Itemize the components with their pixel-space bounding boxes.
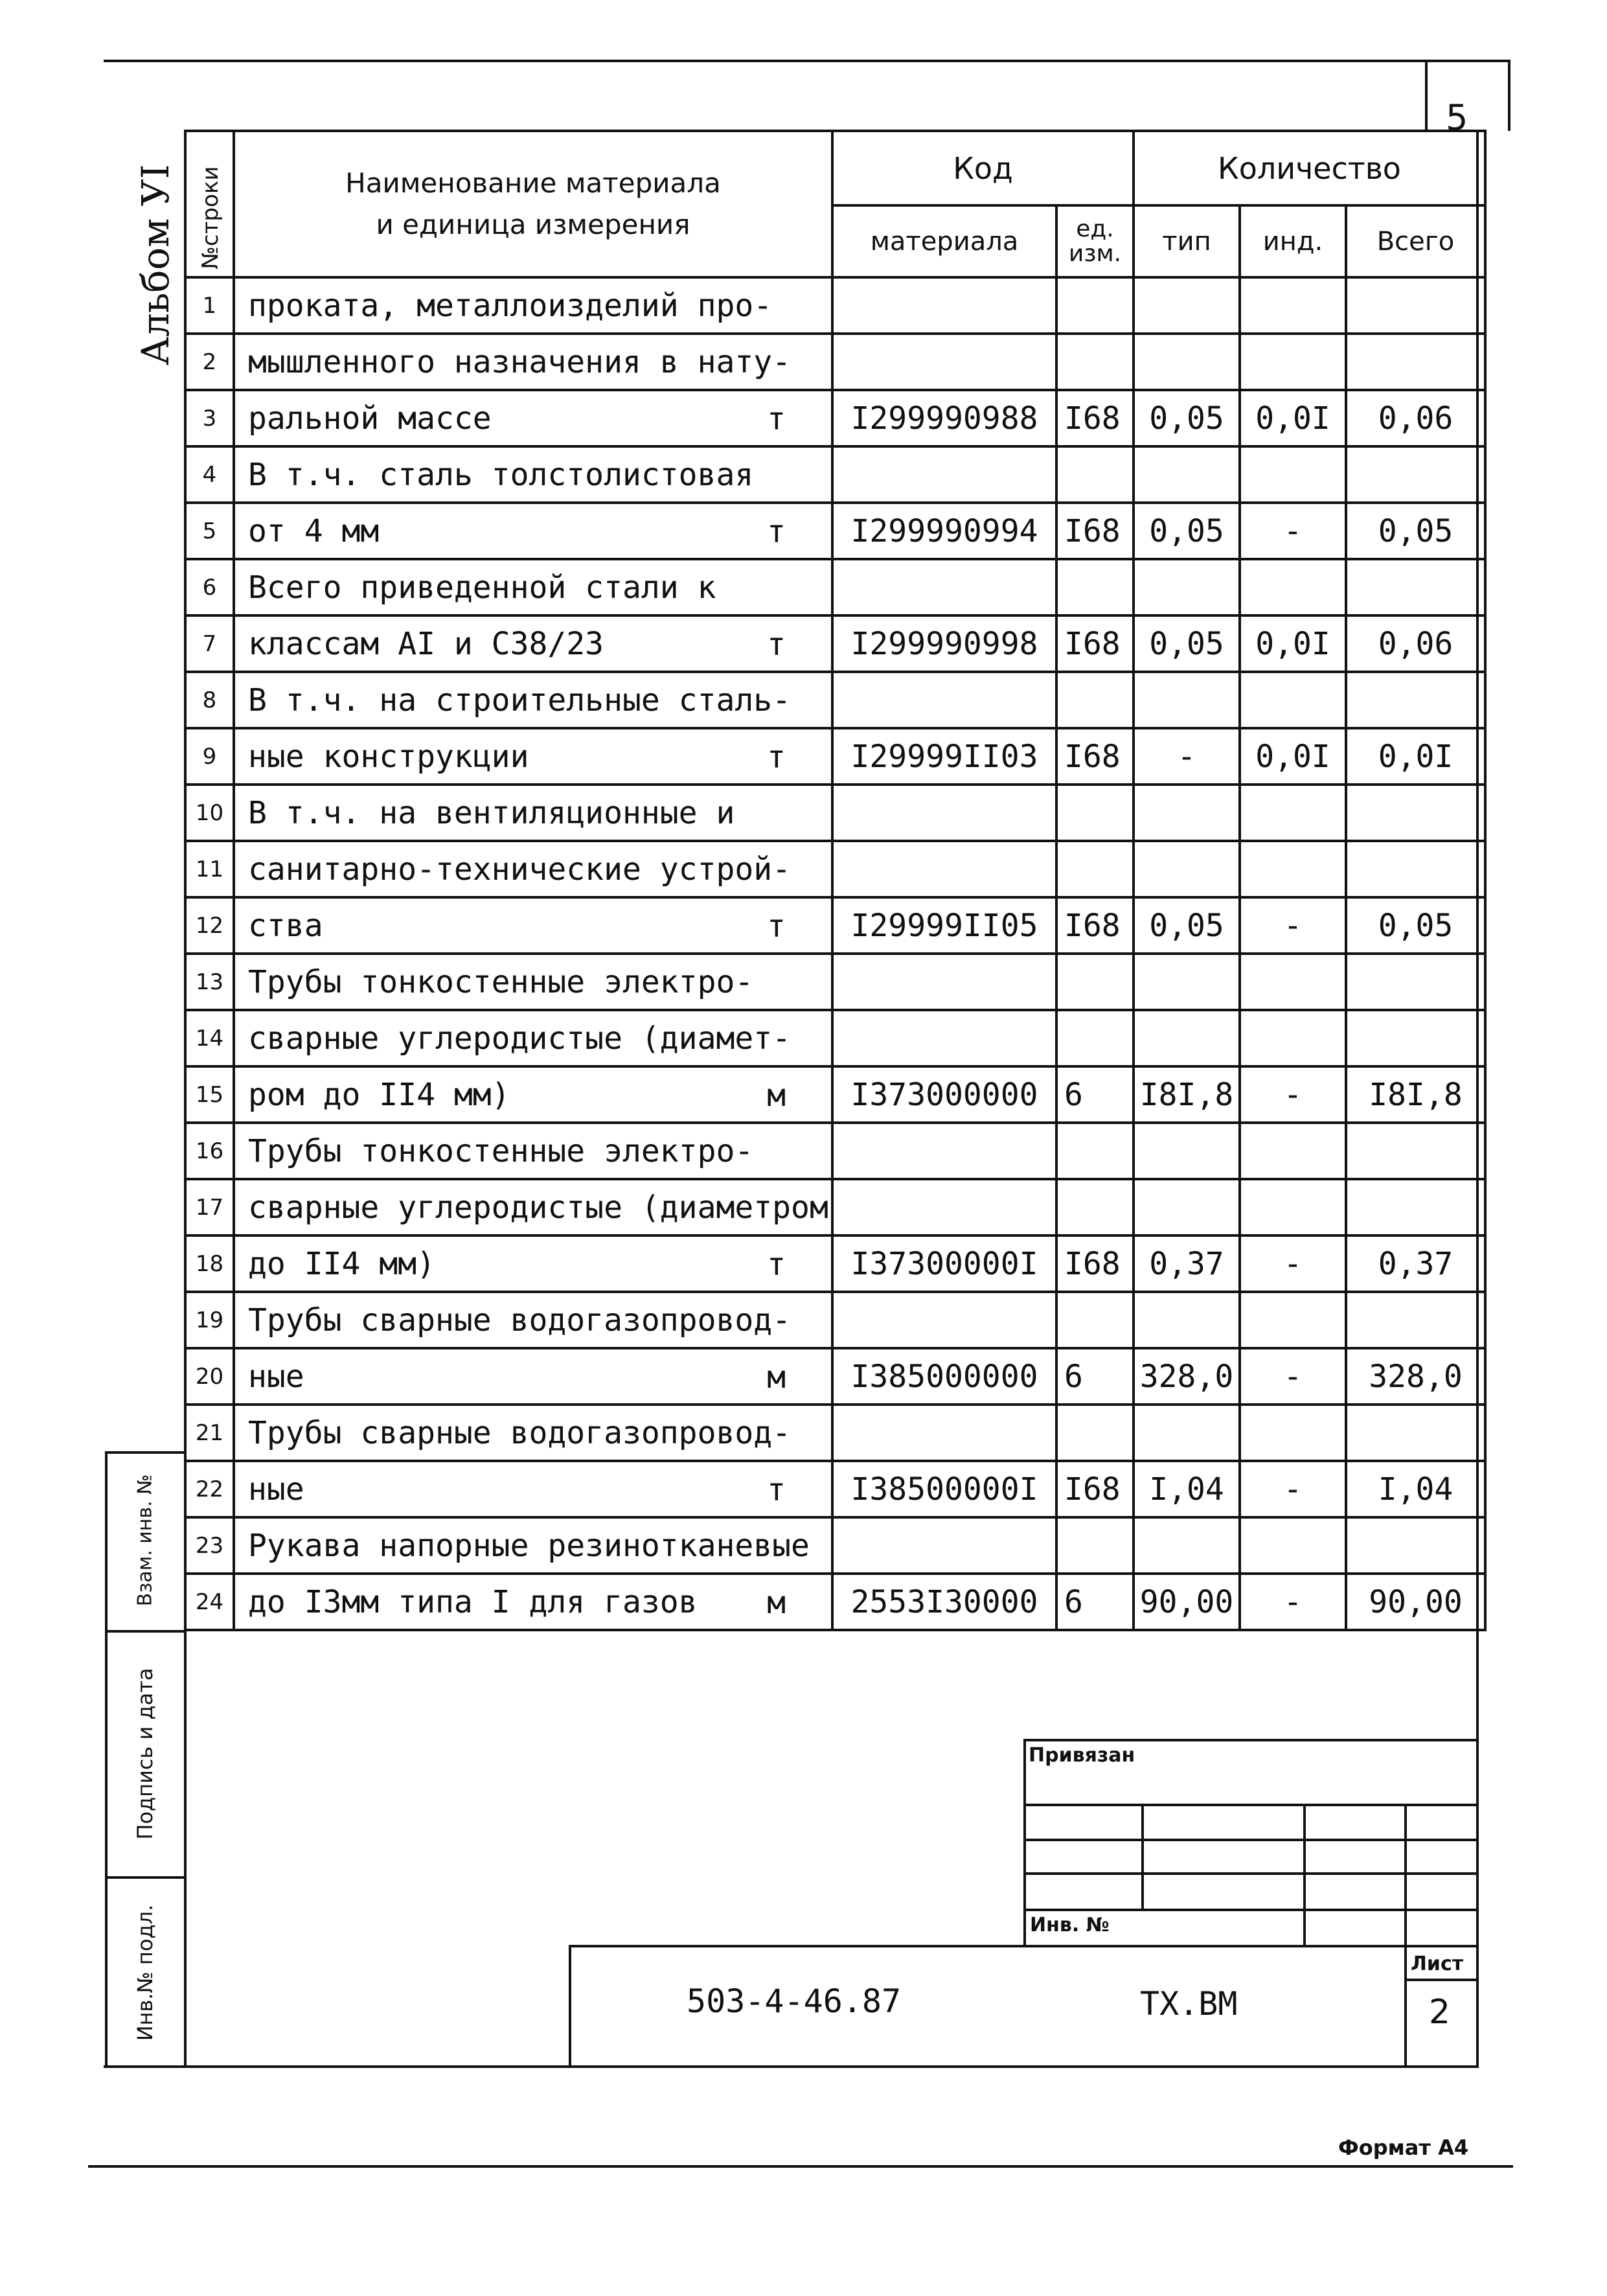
table-row bbox=[185, 1179, 1485, 1235]
header-quantity: Количество bbox=[1134, 131, 1485, 205]
qty-ind bbox=[1240, 1010, 1346, 1066]
table-row bbox=[185, 390, 1485, 446]
qty-total: 0,06 bbox=[1346, 615, 1485, 672]
table-row bbox=[185, 1405, 1485, 1461]
qty-type: - bbox=[1134, 728, 1240, 785]
unit-letter: т bbox=[767, 514, 786, 550]
material-code bbox=[832, 334, 1056, 390]
material-name-text: ства bbox=[248, 907, 323, 944]
material-code bbox=[832, 1405, 1056, 1461]
side-strip-left-line bbox=[105, 1451, 108, 2067]
qty-total bbox=[1346, 841, 1485, 897]
side-label-podpis: Подпись и дата bbox=[133, 1668, 157, 1840]
unit-letter: т bbox=[767, 401, 786, 437]
table-row bbox=[185, 785, 1485, 841]
qty-ind: 0,0I bbox=[1240, 615, 1346, 672]
table-row bbox=[185, 841, 1485, 897]
material-code bbox=[832, 446, 1056, 503]
row-number: 10 bbox=[185, 785, 234, 841]
table-row bbox=[185, 446, 1485, 503]
material-code: I299990998 bbox=[832, 615, 1056, 672]
qty-type: I8I,8 bbox=[1134, 1066, 1240, 1123]
sheet-label: Лист bbox=[1411, 1953, 1464, 1975]
qty-total bbox=[1346, 785, 1485, 841]
unit-code bbox=[1056, 954, 1134, 1010]
stamp-col-line-3 bbox=[1404, 1804, 1407, 1946]
format-label: Формат А4 bbox=[1338, 2135, 1469, 2160]
table-row bbox=[185, 1517, 1485, 1574]
title-block-top-line bbox=[569, 1945, 1479, 1947]
material-code: I299990994 bbox=[832, 503, 1056, 559]
table-row bbox=[185, 897, 1485, 954]
material-name bbox=[234, 1348, 832, 1405]
sheet-box-left-line bbox=[1404, 1945, 1407, 2067]
material-name bbox=[234, 1292, 832, 1348]
header-name bbox=[234, 131, 832, 277]
unit-code bbox=[1056, 446, 1134, 503]
table-row bbox=[185, 954, 1485, 1010]
material-name bbox=[234, 390, 832, 446]
qty-type bbox=[1134, 1405, 1240, 1461]
row-number: 16 bbox=[185, 1123, 234, 1179]
doc-number: 503-4-46.87 bbox=[687, 1982, 902, 2020]
qty-ind bbox=[1240, 1123, 1346, 1179]
stamp-grid-line-1 bbox=[1023, 1804, 1479, 1806]
material-name-text: ные bbox=[248, 1471, 304, 1508]
qty-type bbox=[1134, 1123, 1240, 1179]
material-name bbox=[234, 1010, 832, 1066]
header-ind: инд. bbox=[1240, 205, 1346, 277]
unit-code: 6 bbox=[1056, 1066, 1134, 1123]
unit-code bbox=[1056, 1179, 1134, 1235]
unit-code bbox=[1056, 672, 1134, 728]
material-code bbox=[832, 1517, 1056, 1574]
row-number: 2 bbox=[185, 334, 234, 390]
material-name-text: ные bbox=[248, 1358, 304, 1395]
material-code: I38500000I bbox=[832, 1461, 1056, 1517]
side-label-inv-podl: Инв.№ подл. bbox=[133, 1904, 157, 2041]
row-number: 19 bbox=[185, 1292, 234, 1348]
qty-total bbox=[1346, 1292, 1485, 1348]
qty-total: 0,05 bbox=[1346, 897, 1485, 954]
doc-code: ТХ.ВМ bbox=[1140, 1985, 1238, 2023]
qty-type bbox=[1134, 672, 1240, 728]
top-border-line bbox=[104, 60, 1510, 62]
qty-ind bbox=[1240, 785, 1346, 841]
table-row bbox=[185, 1066, 1485, 1123]
qty-ind bbox=[1240, 334, 1346, 390]
unit-code: I68 bbox=[1056, 1461, 1134, 1517]
unit-code bbox=[1056, 841, 1134, 897]
unit-code bbox=[1056, 1123, 1134, 1179]
row-number: 15 bbox=[185, 1066, 234, 1123]
unit-letter: т bbox=[767, 1246, 786, 1283]
qty-type: 0,37 bbox=[1134, 1235, 1240, 1292]
table-row bbox=[185, 1123, 1485, 1179]
row-number: 21 bbox=[185, 1405, 234, 1461]
row-number: 9 bbox=[185, 728, 234, 785]
row-number: 5 bbox=[185, 503, 234, 559]
unit-code: 6 bbox=[1056, 1348, 1134, 1405]
qty-type: 328,0 bbox=[1134, 1348, 1240, 1405]
stamp-col-line-2 bbox=[1303, 1804, 1306, 1946]
material-name bbox=[234, 615, 832, 672]
unit-letter: т bbox=[767, 1472, 786, 1508]
qty-type bbox=[1134, 446, 1240, 503]
qty-total bbox=[1346, 559, 1485, 615]
header-row-no bbox=[185, 131, 234, 277]
page-num-box-left bbox=[1425, 60, 1428, 131]
qty-ind bbox=[1240, 559, 1346, 615]
row-number: 18 bbox=[185, 1235, 234, 1292]
material-code bbox=[832, 1010, 1056, 1066]
qty-total: 0,06 bbox=[1346, 390, 1485, 446]
material-code bbox=[832, 559, 1056, 615]
qty-type: 0,05 bbox=[1134, 897, 1240, 954]
stamp-grid-line-3 bbox=[1023, 1872, 1479, 1875]
material-name-text: до II4 мм) bbox=[248, 1245, 435, 1282]
qty-type bbox=[1134, 785, 1240, 841]
table-row bbox=[185, 1574, 1485, 1630]
material-name bbox=[234, 1066, 832, 1123]
material-code: I29999II05 bbox=[832, 897, 1056, 954]
material-code bbox=[832, 841, 1056, 897]
material-name-text: Всего приведенной стали к bbox=[248, 569, 716, 606]
qty-ind bbox=[1240, 446, 1346, 503]
material-name-text: мышленного назначения в нату- bbox=[248, 343, 792, 380]
header-unit-line1: ед. bbox=[1076, 215, 1114, 242]
side-label-vzam: Взам. инв. № bbox=[133, 1474, 157, 1607]
qty-total bbox=[1346, 954, 1485, 1010]
table-row bbox=[185, 1292, 1485, 1348]
qty-total: 0,0I bbox=[1346, 728, 1485, 785]
material-name bbox=[234, 728, 832, 785]
material-name-text: ральной массе bbox=[248, 400, 492, 437]
qty-total bbox=[1346, 1179, 1485, 1235]
table-row bbox=[185, 728, 1485, 785]
table-row bbox=[185, 559, 1485, 615]
header-unit bbox=[1056, 205, 1134, 277]
material-code bbox=[832, 785, 1056, 841]
header-code: Код bbox=[832, 131, 1134, 205]
row-number: 3 bbox=[185, 390, 234, 446]
material-name-text: В т.ч. сталь толстолистовая bbox=[248, 456, 754, 493]
row-number: 24 bbox=[185, 1574, 234, 1630]
material-name-text: до I3мм типа I для газов bbox=[248, 1583, 698, 1620]
unit-code: I68 bbox=[1056, 503, 1134, 559]
right-border-line bbox=[1508, 60, 1510, 131]
row-number: 4 bbox=[185, 446, 234, 503]
qty-type: 0,05 bbox=[1134, 615, 1240, 672]
material-name bbox=[234, 1179, 832, 1235]
qty-total: 90,00 bbox=[1346, 1574, 1485, 1630]
qty-ind bbox=[1240, 841, 1346, 897]
qty-type bbox=[1134, 1517, 1240, 1574]
header-material: материала bbox=[832, 205, 1056, 277]
unit-letter: т bbox=[767, 739, 786, 775]
qty-ind: - bbox=[1240, 503, 1346, 559]
stamp-col-line-1 bbox=[1141, 1804, 1144, 1909]
qty-type: 0,05 bbox=[1134, 390, 1240, 446]
header-unit-line2: изм. bbox=[1068, 240, 1122, 267]
material-name-text: Трубы тонкостенные электро- bbox=[248, 963, 754, 1000]
stamp-grid-line-2 bbox=[1023, 1839, 1479, 1841]
qty-type: 90,00 bbox=[1134, 1574, 1240, 1630]
row-number: 12 bbox=[185, 897, 234, 954]
material-name bbox=[234, 672, 832, 728]
table-row bbox=[185, 615, 1485, 672]
material-name bbox=[234, 785, 832, 841]
row-number: 11 bbox=[185, 841, 234, 897]
stamp-inv-no: Инв. № bbox=[1030, 1914, 1110, 1936]
material-name bbox=[234, 897, 832, 954]
material-name-text: ные конструкции bbox=[248, 738, 529, 775]
row-number: 17 bbox=[185, 1179, 234, 1235]
material-name bbox=[234, 1123, 832, 1179]
material-name bbox=[234, 1405, 832, 1461]
material-name-text: от 4 мм bbox=[248, 512, 380, 549]
unit-letter: т bbox=[767, 908, 786, 945]
header-total: Всего bbox=[1346, 205, 1485, 277]
qty-type bbox=[1134, 277, 1240, 334]
table-row bbox=[185, 334, 1485, 390]
unit-letter: м bbox=[767, 1077, 786, 1114]
material-code: I29999II03 bbox=[832, 728, 1056, 785]
qty-total bbox=[1346, 1405, 1485, 1461]
qty-total bbox=[1346, 277, 1485, 334]
material-code: I373000000 bbox=[832, 1066, 1056, 1123]
row-number: 13 bbox=[185, 954, 234, 1010]
table-row bbox=[185, 1461, 1485, 1517]
material-name-text: проката, металлоизделий про- bbox=[248, 287, 773, 324]
inner-left-frame-line bbox=[184, 1630, 187, 2067]
material-name-text: В т.ч. на вентиляционные и bbox=[248, 794, 735, 831]
material-name bbox=[234, 1461, 832, 1517]
material-code bbox=[832, 1292, 1056, 1348]
sheet-box-divider bbox=[1404, 1979, 1479, 1981]
row-number: 8 bbox=[185, 672, 234, 728]
qty-total bbox=[1346, 446, 1485, 503]
sheet-number: 2 bbox=[1429, 1993, 1451, 2032]
material-code: I385000000 bbox=[832, 1348, 1056, 1405]
table-row bbox=[185, 1348, 1485, 1405]
qty-type: I,04 bbox=[1134, 1461, 1240, 1517]
material-name-text: Трубы сварные водогазопровод- bbox=[248, 1302, 792, 1338]
qty-type bbox=[1134, 1179, 1240, 1235]
material-name bbox=[234, 277, 832, 334]
unit-code bbox=[1056, 1517, 1134, 1574]
material-code: I299990988 bbox=[832, 390, 1056, 446]
bottom-page-line bbox=[88, 2165, 1513, 2168]
material-code bbox=[832, 954, 1056, 1010]
row-number: 6 bbox=[185, 559, 234, 615]
qty-total bbox=[1346, 334, 1485, 390]
qty-ind: 0,0I bbox=[1240, 728, 1346, 785]
unit-letter: т bbox=[767, 626, 786, 663]
row-number: 22 bbox=[185, 1461, 234, 1517]
unit-letter: м bbox=[767, 1585, 786, 1621]
unit-code bbox=[1056, 334, 1134, 390]
material-name bbox=[234, 1574, 832, 1630]
unit-code: I68 bbox=[1056, 390, 1134, 446]
material-code: 2553I30000 bbox=[832, 1574, 1056, 1630]
unit-code bbox=[1056, 785, 1134, 841]
material-name bbox=[234, 446, 832, 503]
qty-total: 328,0 bbox=[1346, 1348, 1485, 1405]
qty-ind: - bbox=[1240, 1461, 1346, 1517]
qty-total bbox=[1346, 1517, 1485, 1574]
stamp-left-line bbox=[1023, 1739, 1026, 1946]
stamp-grid-line-4 bbox=[1023, 1909, 1479, 1911]
table-row bbox=[185, 672, 1485, 728]
qty-ind bbox=[1240, 672, 1346, 728]
table-row bbox=[185, 1010, 1485, 1066]
material-code bbox=[832, 672, 1056, 728]
table-row bbox=[185, 1235, 1485, 1292]
row-number: 7 bbox=[185, 615, 234, 672]
qty-total bbox=[1346, 1123, 1485, 1179]
qty-total: I8I,8 bbox=[1346, 1066, 1485, 1123]
material-name bbox=[234, 503, 832, 559]
material-name-text: Трубы сварные водогазопровод- bbox=[248, 1414, 792, 1451]
header-name-line1: Наименование материала bbox=[345, 167, 721, 199]
qty-total bbox=[1346, 672, 1485, 728]
material-code bbox=[832, 277, 1056, 334]
unit-code: I68 bbox=[1056, 728, 1134, 785]
unit-code bbox=[1056, 559, 1134, 615]
stamp-top-line bbox=[1023, 1739, 1479, 1741]
qty-ind: - bbox=[1240, 897, 1346, 954]
material-name-text: классам AI и С38/23 bbox=[248, 625, 604, 662]
qty-ind: - bbox=[1240, 1235, 1346, 1292]
qty-ind bbox=[1240, 1292, 1346, 1348]
material-code bbox=[832, 1179, 1056, 1235]
stamp-privyazan: Привязан bbox=[1029, 1744, 1135, 1767]
qty-type bbox=[1134, 1010, 1240, 1066]
unit-code bbox=[1056, 277, 1134, 334]
row-number: 1 bbox=[185, 277, 234, 334]
material-name bbox=[234, 559, 832, 615]
qty-total bbox=[1346, 1010, 1485, 1066]
material-name bbox=[234, 954, 832, 1010]
material-name bbox=[234, 334, 832, 390]
qty-ind bbox=[1240, 1517, 1346, 1574]
unit-code bbox=[1056, 1405, 1134, 1461]
qty-total: 0,05 bbox=[1346, 503, 1485, 559]
unit-letter: м bbox=[767, 1359, 786, 1395]
material-name-text: сварные углеродистые (диамет- bbox=[248, 1020, 792, 1057]
material-name-text: ром до II4 мм) bbox=[248, 1076, 510, 1113]
material-name bbox=[234, 1517, 832, 1574]
header-row-no-text: №строки bbox=[198, 166, 223, 270]
qty-ind: - bbox=[1240, 1574, 1346, 1630]
material-name bbox=[234, 841, 832, 897]
qty-ind: - bbox=[1240, 1348, 1346, 1405]
qty-ind: - bbox=[1240, 1066, 1346, 1123]
qty-type: 0,05 bbox=[1134, 503, 1240, 559]
header-type: тип bbox=[1134, 205, 1240, 277]
material-name-text: сварные углеродистые (диаметром bbox=[248, 1189, 828, 1226]
material-code: I37300000I bbox=[832, 1235, 1056, 1292]
row-number: 23 bbox=[185, 1517, 234, 1574]
qty-type bbox=[1134, 841, 1240, 897]
material-name-text: Трубы тонкостенные электро- bbox=[248, 1132, 754, 1169]
header-name-line2: и единица измерения bbox=[376, 209, 690, 240]
unit-code: I68 bbox=[1056, 615, 1134, 672]
material-name bbox=[234, 1235, 832, 1292]
qty-type bbox=[1134, 954, 1240, 1010]
row-number: 14 bbox=[185, 1010, 234, 1066]
material-name-text: Рукава напорные резинотканевые bbox=[248, 1527, 810, 1564]
qty-ind bbox=[1240, 1405, 1346, 1461]
title-block-left-line bbox=[569, 1945, 571, 2067]
page-number: 5 bbox=[1446, 97, 1468, 138]
qty-ind bbox=[1240, 1179, 1346, 1235]
qty-type bbox=[1134, 334, 1240, 390]
qty-ind bbox=[1240, 954, 1346, 1010]
unit-code: 6 bbox=[1056, 1574, 1134, 1630]
materials-table bbox=[184, 130, 1487, 1631]
qty-type bbox=[1134, 1292, 1240, 1348]
bottom-frame-line bbox=[104, 2065, 1479, 2068]
unit-code: I68 bbox=[1056, 1235, 1134, 1292]
table-row bbox=[185, 503, 1485, 559]
qty-type bbox=[1134, 559, 1240, 615]
unit-code bbox=[1056, 1292, 1134, 1348]
unit-code bbox=[1056, 1010, 1134, 1066]
qty-total: 0,37 bbox=[1346, 1235, 1485, 1292]
album-label: Альбом УI bbox=[133, 164, 177, 365]
qty-ind bbox=[1240, 277, 1346, 334]
material-name-text: санитарно-технические устрой- bbox=[248, 851, 792, 888]
table-row bbox=[185, 277, 1485, 334]
material-code bbox=[832, 1123, 1056, 1179]
material-name-text: В т.ч. на строительные сталь- bbox=[248, 682, 792, 718]
unit-code: I68 bbox=[1056, 897, 1134, 954]
qty-ind: 0,0I bbox=[1240, 390, 1346, 446]
row-number: 20 bbox=[185, 1348, 234, 1405]
qty-total: I,04 bbox=[1346, 1461, 1485, 1517]
